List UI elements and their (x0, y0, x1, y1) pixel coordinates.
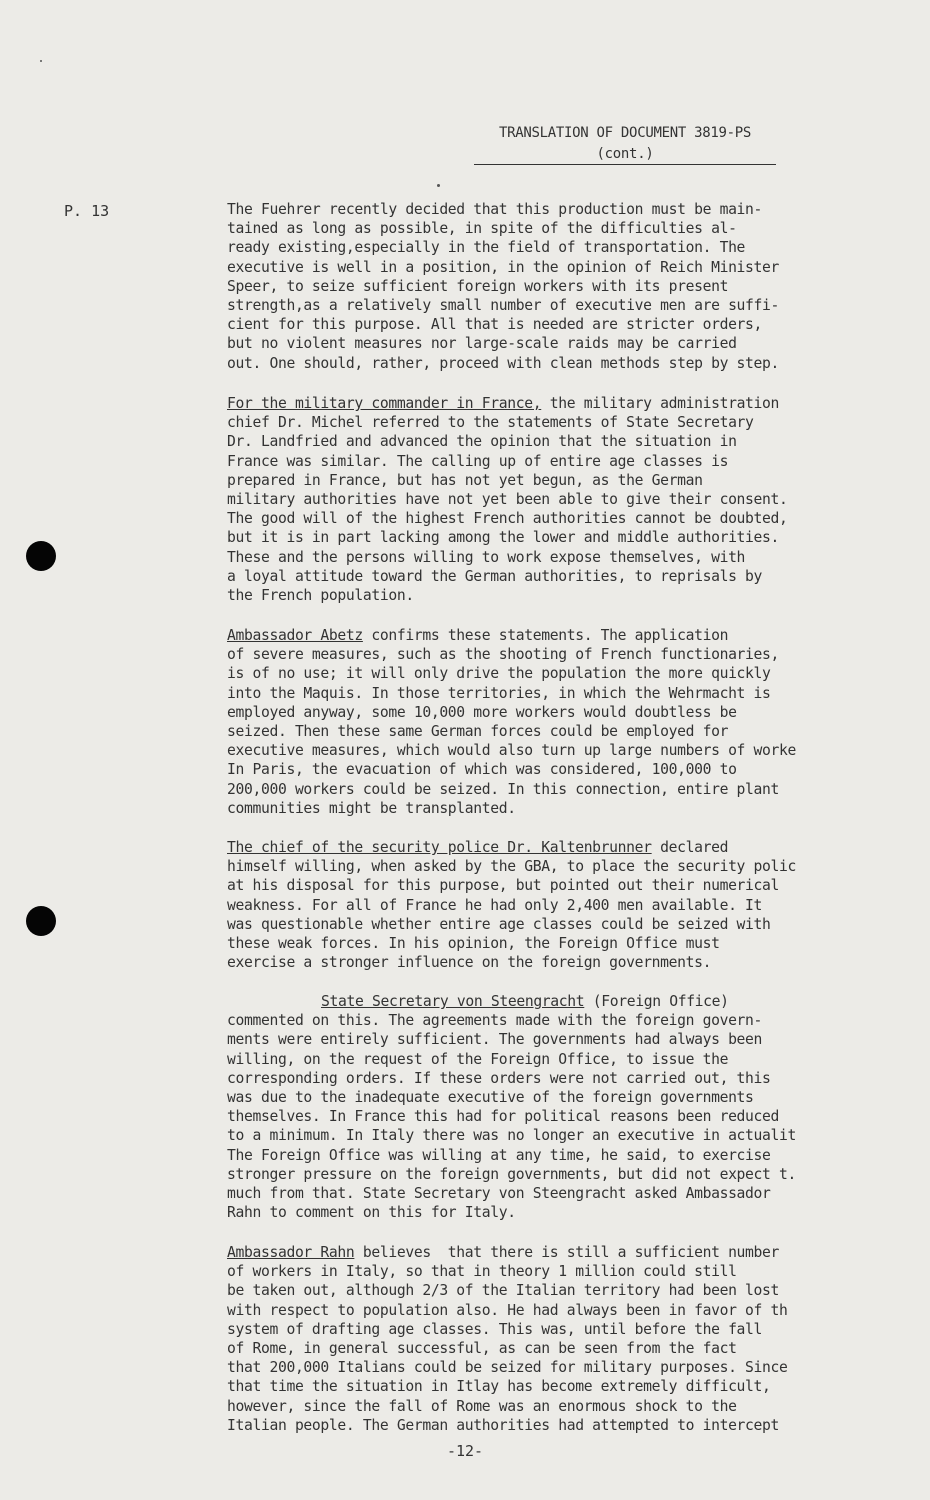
text-line: Rahn to comment on this for Italy. (227, 1204, 516, 1222)
text-line: prepared in France, but has not yet begun, as the German (227, 471, 703, 489)
text-line: system of drafting age classes. This was, until before the fall (227, 1320, 763, 1338)
paragraph-von-steengracht (227, 992, 907, 1222)
footer-page-number: -12- (446, 1442, 484, 1460)
text-line: cient for this purpose. All that is needed are stricter orders, (227, 316, 763, 334)
punch-hole (26, 541, 56, 571)
text-line (227, 394, 907, 413)
ink-speck (437, 184, 440, 187)
speaker-heading: State Secretary von Steengracht (321, 993, 585, 1010)
text-line: executive measures, which would also turn up large numbers of worke (227, 742, 797, 760)
text-line: but no violent measures nor large-scale raids may be carried (227, 335, 737, 353)
text-line (227, 838, 907, 857)
speaker-heading: For the military commander in France, (227, 395, 542, 412)
paragraph-ambassador-abetz (227, 626, 907, 818)
text-line: Speer, to seize sufficient foreign workers with its present (227, 277, 729, 295)
text-line: be taken out, although 2/3 of the Italian territory had been lost (227, 1282, 780, 1300)
document-header (474, 124, 776, 165)
ink-speck (40, 60, 42, 62)
text-line: out. One should, rather, proceed with clean methods step by step. (227, 354, 780, 372)
text-line: of workers in Italy, so that in theory 1 million could still (227, 1263, 737, 1281)
paragraph-ambassador-rahn (227, 1243, 907, 1435)
text-line (227, 1243, 907, 1262)
text-line: exercise a stronger influence on the foreign governments. (227, 954, 712, 972)
text-line: was questionable whether entire age classes could be seized with (227, 915, 771, 933)
text-line: these weak forces. In his opinion, the Foreign Office must (227, 934, 720, 952)
text-line: a loyal attitude toward the German authorities, to reprisals by (227, 567, 763, 585)
text-line: was due to the inadequate executive of the foreign governments (227, 1088, 754, 1106)
punch-hole (26, 906, 56, 936)
text-line: commented on this. The agreements made with the foreign govern- (227, 1012, 763, 1030)
text-line (227, 626, 907, 645)
text-line: In Paris, the evacuation of which was considered, 100,000 to (227, 761, 737, 779)
text-line: tained as long as possible, in spite of the difficulties al- (227, 220, 737, 238)
text-line: Italian people. The German authorities had attempted to intercept (227, 1416, 780, 1434)
text-line: communities might be transplanted. (227, 799, 516, 817)
text-line: weakness. For all of France he had only 2,400 men available. It (227, 896, 763, 914)
text-span: the military administration (541, 395, 780, 412)
text-line: himself willing, when asked by the GBA, to place the security polic (227, 858, 797, 876)
document-subtitle: (cont.) (474, 145, 776, 165)
text-line: of Rome, in general successful, as can be seen from the fact (227, 1339, 737, 1357)
text-line: The good will of the highest French authorities cannot be doubted, (227, 510, 788, 528)
paragraph-kaltenbrunner (227, 838, 907, 972)
text-line: ready existing,especially in the field of transportation. The (227, 239, 746, 257)
text-line: executive is well in a position, in the opinion of Reich Minister (227, 258, 780, 276)
text-line: at his disposal for this purpose, but pointed out their numerical (227, 877, 780, 895)
text-line: but it is in part lacking among the lower and middle authorities. (227, 529, 780, 547)
text-span: believes that there is still a sufficient number (354, 1244, 780, 1261)
text-line (227, 992, 907, 1011)
speaker-heading: Ambassador Rahn (227, 1244, 355, 1261)
paragraph-fuehrer-decision (227, 200, 907, 373)
text-line: with respect to population also. He had always been in favor of th (227, 1301, 788, 1319)
text-line: however, since the fall of Rome was an enormous shock to the (227, 1397, 737, 1415)
document-title: TRANSLATION OF DOCUMENT 3819-PS (499, 125, 751, 141)
text-line: themselves. In France this had for political reasons been reduced (227, 1108, 780, 1126)
text-line: is of no use; it will only drive the population the more quickly (227, 665, 771, 683)
text-line: The Fuehrer recently decided that this production must be main- (227, 201, 763, 218)
text-line: ments were entirely sufficient. The governments had always been (227, 1031, 763, 1049)
margin-page-label: P. 13 (64, 202, 110, 220)
paragraph-military-commander-france (227, 394, 907, 605)
text-line: that time the situation in Itlay has become extremely difficult, (227, 1378, 771, 1396)
text-span: declared (651, 839, 729, 856)
speaker-heading: The chief of the security police Dr. Kaltenbrunner (227, 839, 652, 856)
text-line: that 200,000 Italians could be seized for military purposes. Since (227, 1359, 788, 1377)
text-line: employed anyway, some 10,000 more workers would doubtless be (227, 703, 737, 721)
text-line: military authorities have not yet been able to give their consent. (227, 490, 788, 508)
text-line: corresponding orders. If these orders were not carried out, this (227, 1069, 771, 1087)
text-line: 200,000 workers could be seized. In this connection, entire plant (227, 780, 780, 798)
speaker-heading: Ambassador Abetz (227, 627, 363, 644)
text-line: chief Dr. Michel referred to the statements of State Secretary (227, 414, 754, 432)
text-line: strength,as a relatively small number of executive men are suffi- (227, 296, 780, 314)
text-line: into the Maquis. In those territories, in which the Wehrmacht is (227, 684, 771, 702)
text-line: France was similar. The calling up of entire age classes is (227, 452, 729, 470)
text-line: Dr. Landfried and advanced the opinion that the situation in (227, 433, 737, 451)
text-line: stronger pressure on the foreign governments, but did not expect t. (227, 1165, 797, 1183)
text-span: confirms these statements. The application (362, 627, 729, 644)
text-line: the French population. (227, 586, 414, 604)
text-line: These and the persons willing to work expose themselves, with (227, 548, 746, 566)
text-line: seized. Then these same German forces could be employed for (227, 722, 729, 740)
text-line: willing, on the request of the Foreign Office, to issue the (227, 1050, 729, 1068)
text-line: The Foreign Office was willing at any time, he said, to exercise (227, 1146, 771, 1164)
text-span: (Foreign Office) (584, 993, 729, 1010)
text-line: much from that. State Secretary von Steengracht asked Ambassador (227, 1184, 771, 1202)
text-line: to a minimum. In Italy there was no longer an executive in actualit (227, 1127, 797, 1145)
text-line: of severe measures, such as the shooting of French functionaries, (227, 646, 780, 664)
